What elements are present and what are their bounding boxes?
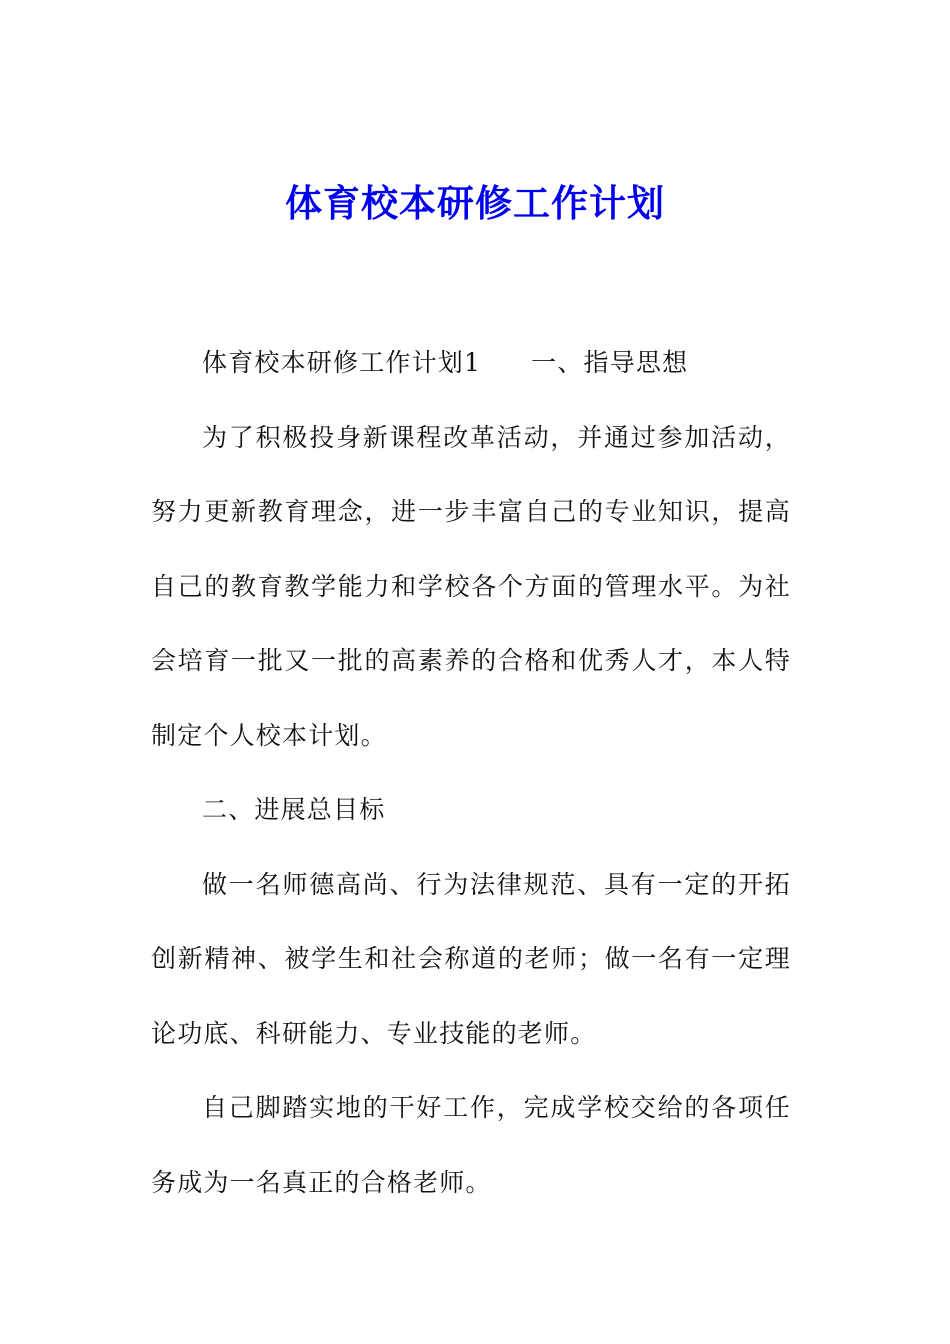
paragraph-guiding-ideology: 为了积极投身新课程改革活动，并通过参加活动，努力更新教育理念，进一步丰富自己的专业知识，提高自己的教育教学能力和学校各个方面的管理水平。为社会培育一批又一批的高素养的合格和优秀人才，本人特制定个人校本计划。 bbox=[151, 422, 791, 750]
section-heading-overall-goals: 二、进展总目标 bbox=[202, 795, 386, 824]
document-title: 体育校本研修工作计划 bbox=[285, 181, 665, 225]
paragraph-work-commitment: 自己脚踏实地的干好工作，完成学校交给的各项任务成为一名真正的合格老师。 bbox=[151, 1093, 791, 1197]
paragraph-overall-goals: 做一名师德高尚、行为法律规范、具有一定的开拓创新精神、被学生和社会称道的老师；做一名有一定理论功底、科研能力、专业技能的老师。 bbox=[151, 869, 791, 1048]
paragraph-heading-1 bbox=[151, 326, 791, 401]
document-body bbox=[151, 326, 791, 1220]
section-heading-guiding-ideology: 一、指导思想 bbox=[531, 348, 689, 377]
paragraph-lead: 体育校本研修工作计划1 bbox=[202, 348, 482, 377]
